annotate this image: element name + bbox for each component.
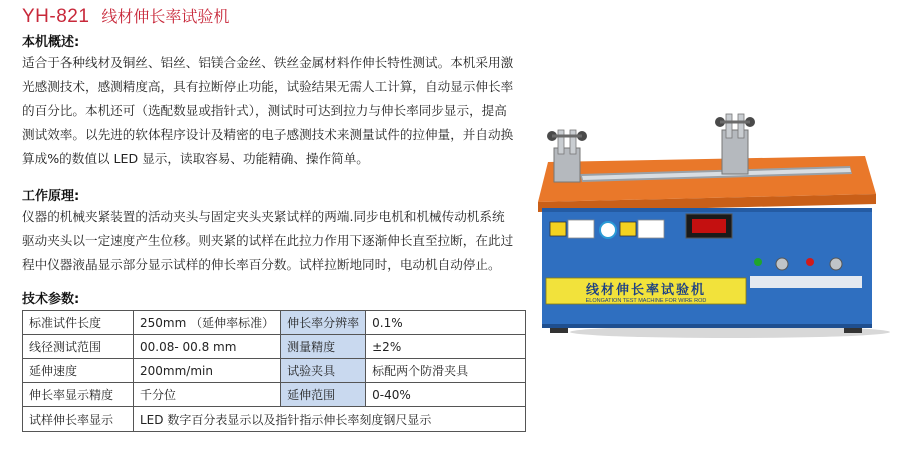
principle-heading: 工作原理:: [22, 189, 80, 204]
overview-text: [22, 51, 517, 171]
warning-label: [550, 222, 566, 236]
param-value: 00.08- 00.8 mm: [134, 335, 281, 359]
params-table: [22, 310, 526, 432]
param-label: 延伸范围: [281, 383, 366, 407]
param-value: 千分位: [134, 383, 281, 407]
knob-2[interactable]: [830, 258, 842, 270]
green-indicator: [754, 258, 762, 266]
param-value: 0-40%: [366, 383, 526, 407]
principle-line: 程中仪器液晶显示部分显示试样的伸长率百分数。试样拉断地同时，电动机自动停止。: [22, 257, 501, 272]
overview-line: 的百分比。本机还可（选配数显或指针式），测试时可达到拉力与伸长率同步显示，提高: [22, 103, 507, 118]
table-row: [23, 311, 526, 335]
overview-line: 光感测技术，感测精度高，具有拉断停止功能，试验结果无需人工计算，自动显示伸长率: [22, 79, 514, 94]
params-heading: 技术参数:: [22, 292, 80, 307]
principle-line: 仪器的机械夹紧装置的活动夹头与固定夹头夹紧试样的两端.同步电机和机械传动机系统: [22, 209, 505, 224]
overview-line: 测试效率。以先进的软体程序设计及精密的电子感测技术来测量试件的拉伸量，并自动换: [22, 127, 514, 142]
table-row: [23, 335, 526, 359]
product-name: 线材伸长率试验机: [101, 7, 230, 26]
param-value: 标配两个防滑夹具: [366, 359, 526, 383]
param-label: 试样伸长率显示: [23, 407, 134, 432]
principle-text: [22, 205, 517, 277]
param-label: 线径测试范围: [23, 335, 134, 359]
caution-sticker: [600, 222, 616, 238]
table-row: [23, 383, 526, 407]
table-row: [23, 359, 526, 383]
param-label: 试验夹具: [281, 359, 366, 383]
machine-photo: [520, 110, 892, 340]
knob-1[interactable]: [776, 258, 788, 270]
overview-line: 适合于各种线材及铜丝、铝丝、铝镁合金丝、铁丝金属材料作伸长特性测试。本机采用激: [22, 55, 514, 70]
param-label: 测量精度: [281, 335, 366, 359]
page-title: [22, 4, 229, 26]
overview-line: 算成%的数值以 LED 显示，读取容易、功能精确、操作简单。: [22, 151, 369, 166]
model-number: YH-821: [22, 6, 90, 27]
table-row: [23, 407, 526, 432]
panel-subtitle: ELONGATION TEST MACHINE FOR WIRE ROD: [585, 298, 707, 304]
control-labels: [750, 276, 862, 288]
panel-title: 线材伸长率试验机: [585, 283, 707, 298]
param-label: 伸长率显示精度: [23, 383, 134, 407]
param-value: LED 数字百分表显示以及指针指示伸长率刻度钢尺显示: [134, 407, 526, 432]
param-value: 250mm （延伸率标准）: [134, 311, 281, 335]
param-label: 伸长率分辨率: [281, 311, 366, 335]
param-label: 标准试件长度: [23, 311, 134, 335]
overview-heading: 本机概述:: [22, 35, 80, 50]
param-value: 200mm/min: [134, 359, 281, 383]
param-label: 延伸速度: [23, 359, 134, 383]
param-value: 0.1%: [366, 311, 526, 335]
param-value: ±2%: [366, 335, 526, 359]
principle-line: 驱动夹头以一定速度产生位移。则夹紧的试样在此拉力作用下逐渐伸长直至拉断，在此过: [22, 233, 514, 248]
red-indicator: [806, 258, 814, 266]
